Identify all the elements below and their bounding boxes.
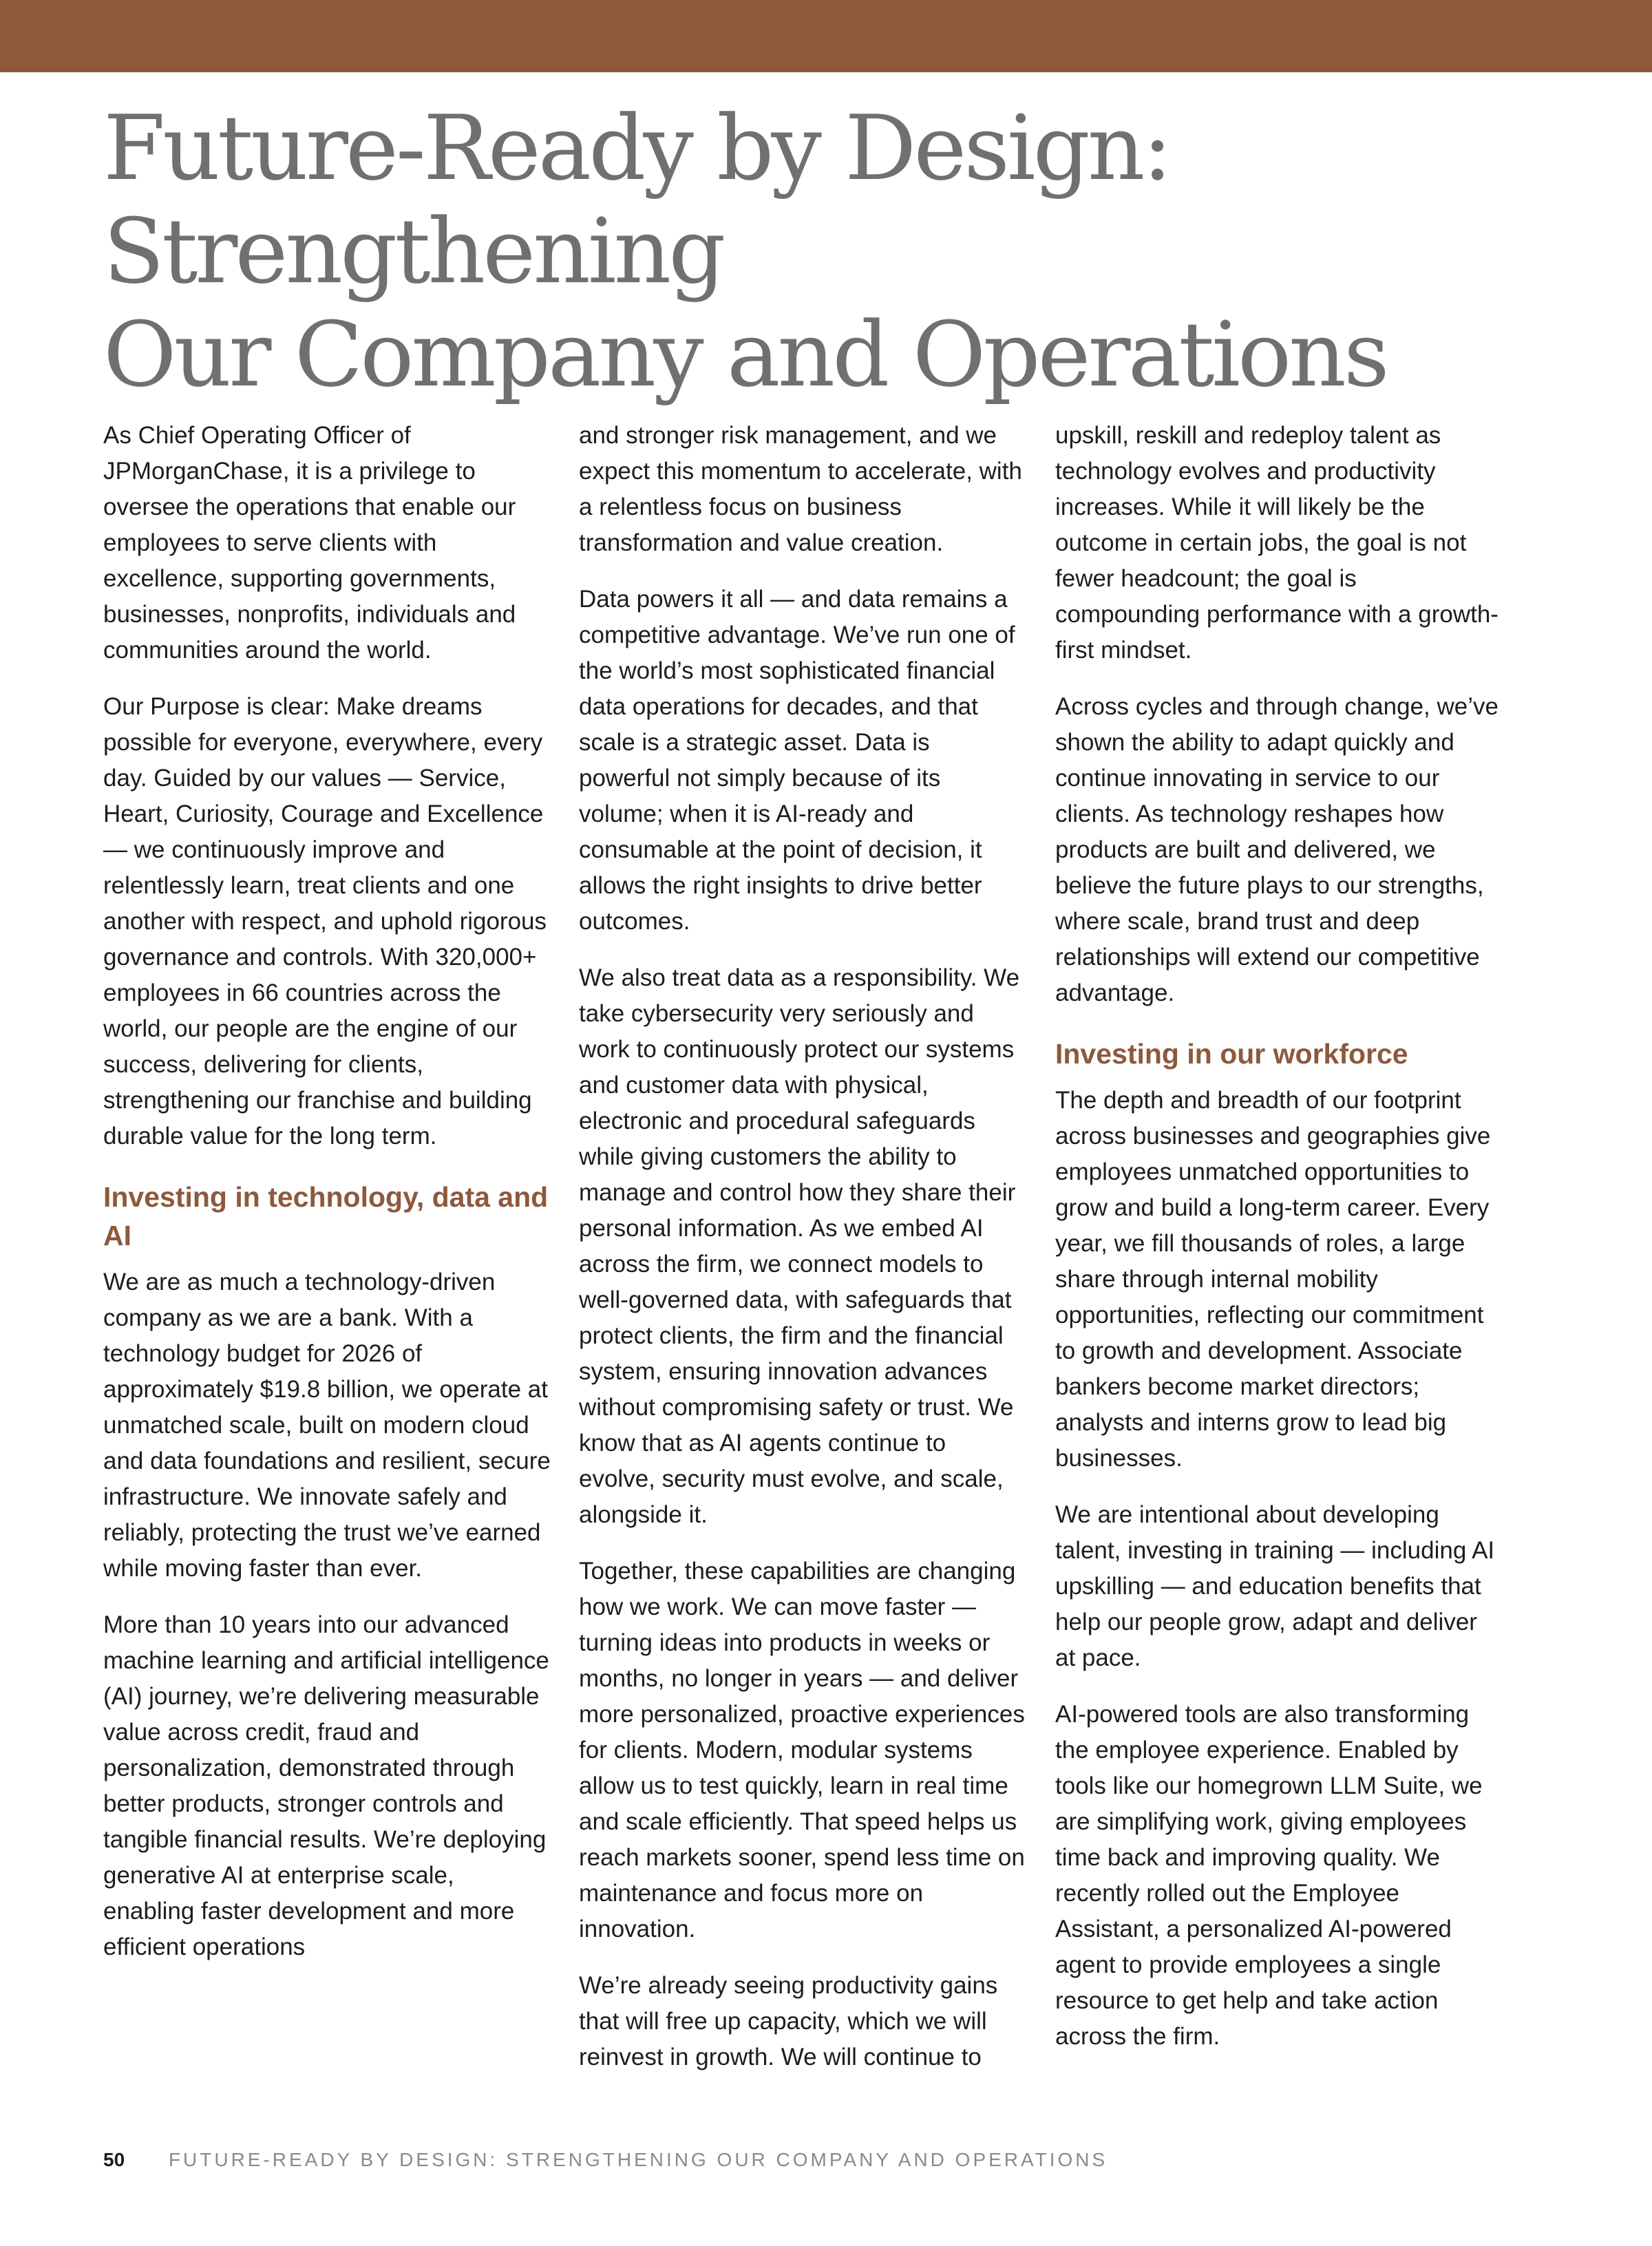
page-footer [103, 2146, 1108, 2174]
page-number: 50 [103, 2149, 125, 2170]
page-title [103, 96, 1583, 406]
section-heading-workforce: Investing in our workforce [1055, 1038, 1408, 1070]
page-title-line-2: Our Company and Operations [103, 302, 1387, 407]
text-column-2 [579, 418, 1026, 2096]
text-column-3 [1055, 418, 1503, 2075]
paragraph: and stronger risk management, and we expect this momentum to accelerate, with a relentless focus on business transformation and value creation. [579, 422, 1022, 556]
paragraph: We also treat data as a responsibility. We take cybersecurity very seriously and work to continuously protect our systems and customer data with physical, electronic and procedural safeguards while giving customers the ability to manage and control how they share their personal information. As we embed AI across the firm, we connect models to well-governed data, with safeguards that protect clients, the firm and the financial system, ensuring innovation advances without compromising safety or trust. We know that as AI agents continue to evolve, security must evolve, and scale, alongside it. [579, 964, 1020, 1528]
paragraph: Our Purpose is clear: Make dreams possible for everyone, everywhere, every day. Guided by our values — Service, Heart, Curiosity, Courage and Excellence — we continuously improve and relentlessly learn, treat clients and one another with respect, and uphold rigorous governance and controls. With 320,000+ employees in 66 countries across the world, our people are the engine of our success, delivering for clients, strengthening our franchise and building durable value for the long term. [103, 693, 547, 1150]
text-column-1 [103, 418, 551, 1986]
section-heading-technology: Investing in technology, data and AI [103, 1181, 549, 1251]
paragraph: More than 10 years into our advanced machine learning and artificial intelligence (AI) journey, we’re delivering measurable value across credit, fraud and personalization, demonstrated through better products, stronger controls and tangible financial results. We’re deploying generative AI at enterprise scale, enabling faster development and more efficient operations [103, 1611, 549, 1960]
paragraph: We are as much a technology-driven company as we are a bank. With a technology budget for 2026 of approximately $19.8 billion, we operate at unmatched scale, built on modern cloud and data foundations and resilient, secure infrastructure. We innovate safely and reliably, protecting the trust we’ve earned while moving faster than ever. [103, 1269, 551, 1582]
paragraph: Across cycles and through change, we’ve shown the ability to adapt quickly and continue innovating in service to our clients. As technology reshapes how products are built and delivered, we believe the future plays to our strengths, where scale, brand trust and deep relationships will extend our competitive advantage. [1055, 693, 1499, 1006]
page-title-line-1: Future-Ready by Design: Strengthening [103, 96, 1170, 304]
paragraph: upskill, reskill and redeploy talent as technology evolves and productivity increases. While it will likely be the outcome in certain jobs, the goal is not fewer headcount; the goal is compounding performance with a growth-first mindset. [1055, 422, 1499, 664]
paragraph: Together, these capabilities are changing how we work. We can move faster — turning ideas into products in weeks or months, no longer in years — and deliver more personalized, proactive experiences for clients. Modern, modular systems allow us to test quickly, learn in real time and scale efficiently. That speed helps us reach markets sooner, spend less time on maintenance and focus more on innovation. [579, 1558, 1025, 1942]
paragraph: As Chief Operating Officer of JPMorganChase, it is a privilege to oversee the operations that enable our employees to serve clients with excellence, supporting governments, businesses, nonprofits, individuals and communities around the world. [103, 422, 516, 664]
paragraph: We are intentional about developing talent, investing in training — including AI upskilling — and education benefits that help our people grow, adapt and deliver at pace. [1055, 1501, 1495, 1671]
paragraph: The depth and breadth of our footprint across businesses and geographies give employees unmatched opportunities to grow and build a long-term career. Every year, we fill thousands of roles, a large share through internal mobility opportunities, reflecting our commitment to growth and development. Associate bankers become market directors; analysts and interns grow to lead big businesses. [1055, 1087, 1491, 1472]
paragraph: AI-powered tools are also transforming the employee experience. Enabled by tools like our homegrown LLM Suite, we are simplifying work, giving employees time back and improving quality. We recently rolled out the Employee Assistant, a personalized AI-powered agent to provide employees a single resource to get help and take action across the firm. [1055, 1701, 1483, 2050]
footer-running-title: FUTURE-READY BY DESIGN: STRENGTHENING OUR COMPANY AND OPERATIONS [168, 2149, 1108, 2170]
paragraph: Data powers it all — and data remains a competitive advantage. We’ve run one of the world’s most sophisticated financial data operations for decades, and that scale is a strategic asset. Data is powerful not simply because of its volume; when it is AI-ready and consumable at the point of decision, it allows the right insights to drive better outcomes. [579, 586, 1015, 935]
top-color-band [0, 0, 1652, 72]
paragraph: We’re already seeing productivity gains that will free up capacity, which we will reinvest in growth. We will continue to [579, 1972, 998, 2070]
